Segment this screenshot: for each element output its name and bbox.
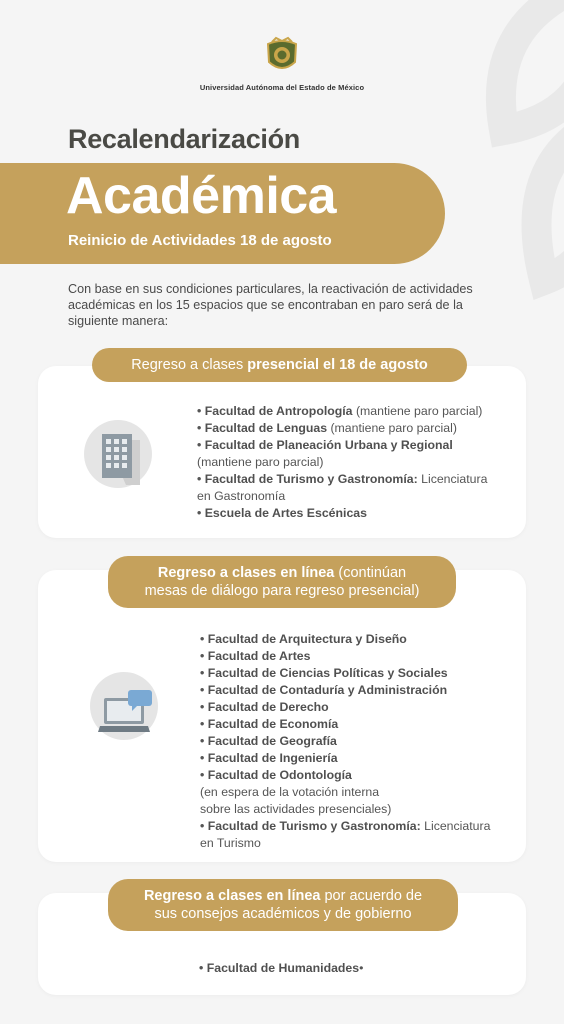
list-item-note: (en espera de la votación interna	[200, 785, 380, 799]
list-item: • Facultad de Planeación Urbana y Regional	[197, 438, 453, 452]
list-consejos	[199, 960, 499, 977]
list-item: • Escuela de Artes Escénicas	[197, 506, 367, 520]
pill-en-linea	[108, 556, 456, 608]
list-item-note: sobre las actividades presenciales)	[200, 802, 392, 816]
pill-consejos-regular: por acuerdo de	[320, 888, 423, 904]
list-item-note: en Turismo	[200, 836, 261, 850]
pill-presencial-bold: presencial el 18 de agosto	[247, 357, 428, 373]
list-item: • Facultad de Odontología	[200, 768, 352, 782]
list-item: • Facultad de Artes	[200, 649, 311, 663]
list-item: • Facultad de Arquitectura y Diseño	[200, 632, 407, 646]
pill-consejos-bold: Regreso a clases en línea	[143, 888, 321, 904]
intro-paragraph: Con base en sus condiciones particulares, la reactivación de actividades académicas en los 15 espacios que se encontraban en paro será de la siguiente manera:	[68, 282, 473, 328]
laptop-chat-icon	[98, 688, 158, 736]
list-item-note: (mantiene paro parcial)	[197, 455, 324, 469]
list-item: • Facultad de Turismo y Gastronomía: Licenciatura	[197, 472, 488, 486]
list-item: • Facultad de Geografía	[200, 734, 337, 748]
list-en-linea	[200, 631, 520, 852]
building-icon	[96, 430, 146, 485]
university-name: Universidad Autónoma del Estado de México	[199, 83, 365, 92]
university-seal-icon	[262, 36, 302, 76]
list-item: • Facultad de Contaduría y Administración	[200, 683, 448, 697]
list-item: • Facultad de Antropología (mantiene paro parcial)	[197, 404, 483, 418]
pill-en-linea-line2: mesas de diálogo para regreso presencial)	[144, 583, 420, 599]
list-item: • Facultad de Lenguas (mantiene paro parcial)	[197, 421, 457, 435]
list-item-note: en Gastronomía	[197, 489, 286, 503]
list-item: • Facultad de Turismo y Gastronomía: Licenciatura	[200, 819, 491, 833]
pill-en-linea-bold: Regreso a clases en línea	[157, 565, 335, 581]
pill-presencial	[92, 348, 467, 382]
subtitle-reinicio: Reinicio de Actividades 18 de agosto	[68, 232, 332, 249]
pill-consejos	[108, 879, 458, 931]
title-recalendarizacion: Recalendarización	[68, 124, 300, 154]
pill-consejos-line2: sus consejos académicos y de gobierno	[154, 906, 412, 922]
list-item: • Facultad de Humanidades•	[199, 961, 364, 975]
university-logo	[0, 36, 564, 92]
list-item: • Facultad de Derecho	[200, 700, 329, 714]
list-item: • Facultad de Ciencias Políticas y Sociales	[200, 666, 448, 680]
list-item: • Facultad de Ingeniería	[200, 751, 338, 765]
list-item: • Facultad de Economía	[200, 717, 339, 731]
pill-presencial-regular: Regreso a clases	[131, 357, 248, 373]
pill-en-linea-regular: (continúan	[334, 565, 407, 581]
list-presencial	[197, 403, 517, 522]
title-academica: Académica	[66, 167, 337, 225]
